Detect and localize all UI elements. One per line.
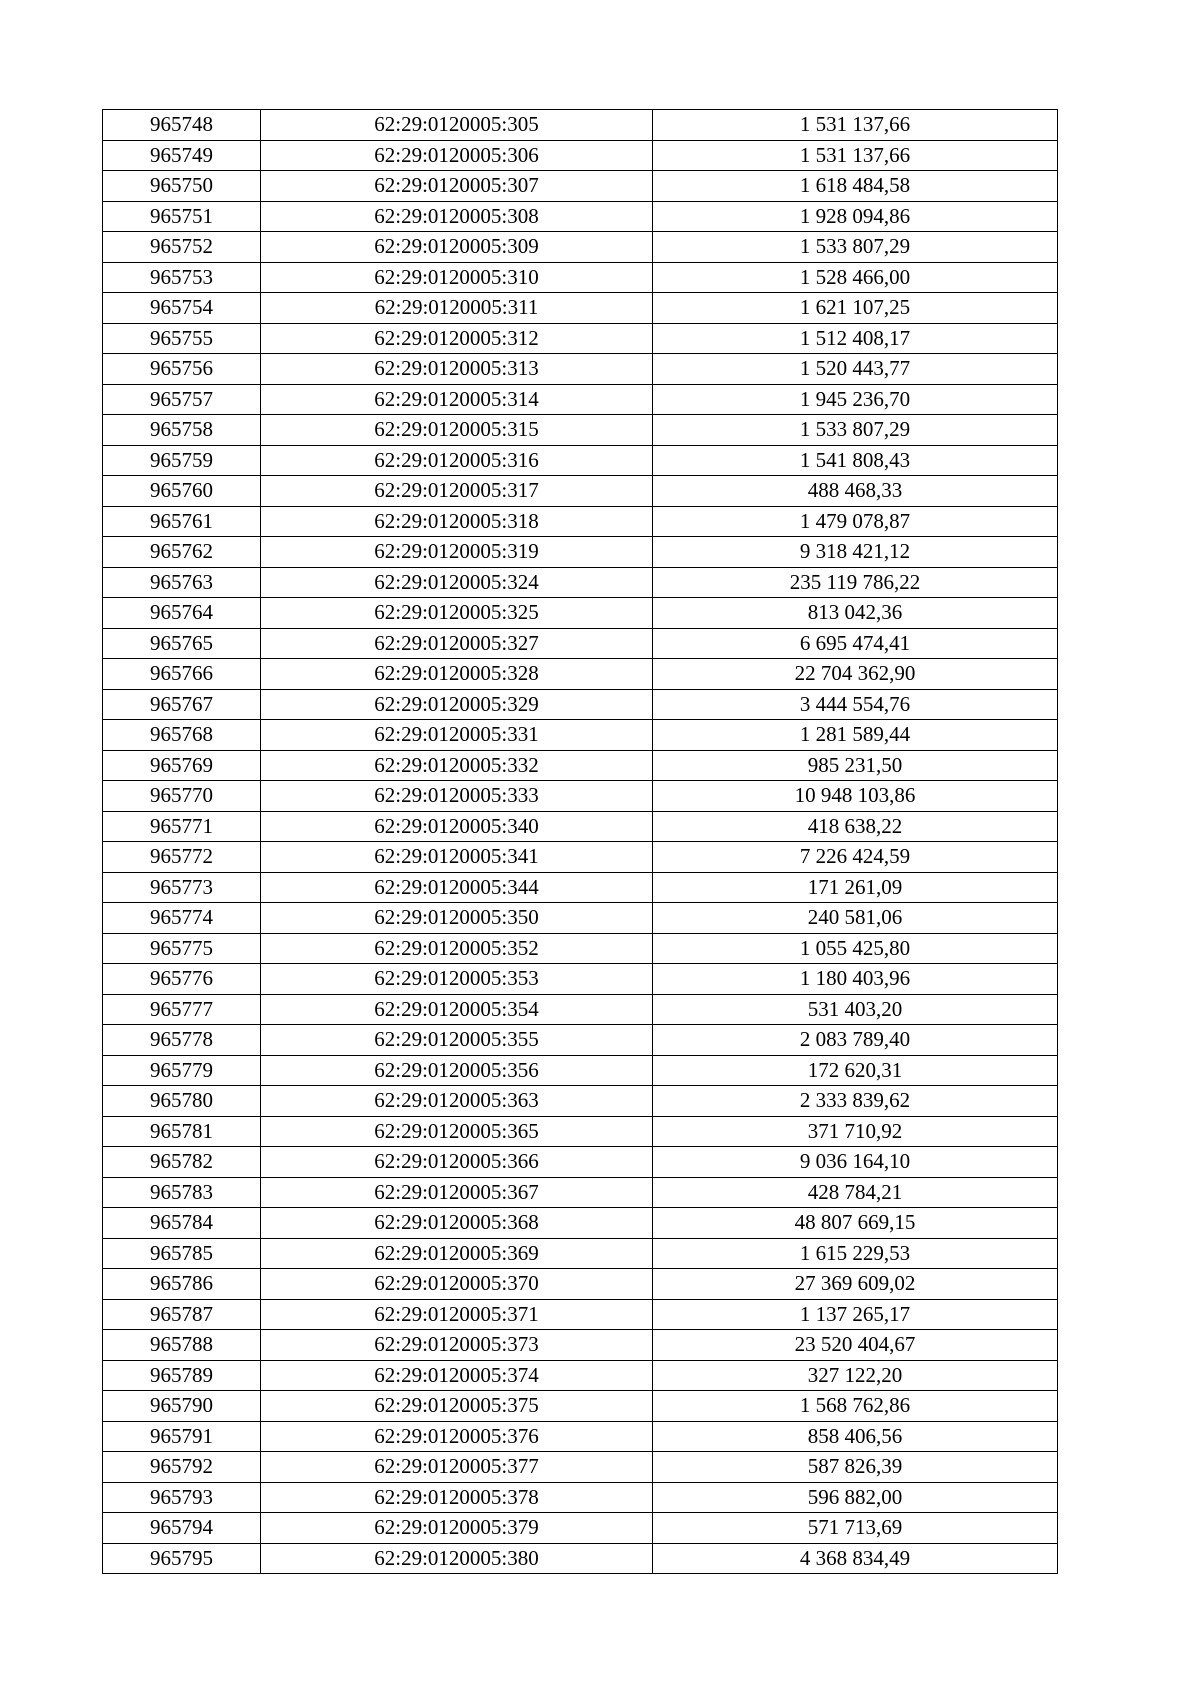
cadastral-number-cell: 62:29:0120005:344 bbox=[261, 872, 653, 903]
row-number-cell: 965790 bbox=[103, 1391, 261, 1422]
row-number-cell: 965758 bbox=[103, 415, 261, 446]
cadastral-number-cell: 62:29:0120005:328 bbox=[261, 659, 653, 690]
table-row bbox=[103, 903, 1058, 934]
row-number-cell: 965757 bbox=[103, 384, 261, 415]
cadastral-value-cell: 985 231,50 bbox=[653, 750, 1058, 781]
row-number-cell: 965756 bbox=[103, 354, 261, 385]
cadastral-number-cell: 62:29:0120005:376 bbox=[261, 1421, 653, 1452]
cadastral-number-cell: 62:29:0120005:311 bbox=[261, 293, 653, 324]
row-number-cell: 965780 bbox=[103, 1086, 261, 1117]
cadastral-value-table bbox=[102, 109, 1058, 1574]
table-row bbox=[103, 750, 1058, 781]
row-number-cell: 965768 bbox=[103, 720, 261, 751]
table-row bbox=[103, 1360, 1058, 1391]
cadastral-value-cell: 1 055 425,80 bbox=[653, 933, 1058, 964]
row-number-cell: 965760 bbox=[103, 476, 261, 507]
cadastral-value-cell: 858 406,56 bbox=[653, 1421, 1058, 1452]
cadastral-number-cell: 62:29:0120005:319 bbox=[261, 537, 653, 568]
cadastral-number-cell: 62:29:0120005:325 bbox=[261, 598, 653, 629]
row-number-cell: 965755 bbox=[103, 323, 261, 354]
cadastral-number-cell: 62:29:0120005:368 bbox=[261, 1208, 653, 1239]
cadastral-value-cell: 327 122,20 bbox=[653, 1360, 1058, 1391]
row-number-cell: 965748 bbox=[103, 110, 261, 141]
row-number-cell: 965759 bbox=[103, 445, 261, 476]
row-number-cell: 965769 bbox=[103, 750, 261, 781]
table-row bbox=[103, 1330, 1058, 1361]
cadastral-value-cell: 1 281 589,44 bbox=[653, 720, 1058, 751]
cadastral-number-cell: 62:29:0120005:353 bbox=[261, 964, 653, 995]
cadastral-number-cell: 62:29:0120005:312 bbox=[261, 323, 653, 354]
cadastral-value-cell: 1 479 078,87 bbox=[653, 506, 1058, 537]
table-row bbox=[103, 842, 1058, 873]
cadastral-value-cell: 240 581,06 bbox=[653, 903, 1058, 934]
row-number-cell: 965789 bbox=[103, 1360, 261, 1391]
row-number-cell: 965762 bbox=[103, 537, 261, 568]
cadastral-number-cell: 62:29:0120005:370 bbox=[261, 1269, 653, 1300]
cadastral-number-cell: 62:29:0120005:356 bbox=[261, 1055, 653, 1086]
table-row bbox=[103, 476, 1058, 507]
cadastral-number-cell: 62:29:0120005:305 bbox=[261, 110, 653, 141]
cadastral-value-cell: 1 137 265,17 bbox=[653, 1299, 1058, 1330]
cadastral-number-cell: 62:29:0120005:332 bbox=[261, 750, 653, 781]
table-row bbox=[103, 1482, 1058, 1513]
cadastral-number-cell: 62:29:0120005:314 bbox=[261, 384, 653, 415]
cadastral-value-cell: 22 704 362,90 bbox=[653, 659, 1058, 690]
table-row bbox=[103, 445, 1058, 476]
cadastral-value-cell: 9 318 421,12 bbox=[653, 537, 1058, 568]
cadastral-number-cell: 62:29:0120005:309 bbox=[261, 232, 653, 263]
cadastral-value-cell: 1 533 807,29 bbox=[653, 232, 1058, 263]
row-number-cell: 965783 bbox=[103, 1177, 261, 1208]
row-number-cell: 965786 bbox=[103, 1269, 261, 1300]
row-number-cell: 965749 bbox=[103, 140, 261, 171]
row-number-cell: 965773 bbox=[103, 872, 261, 903]
cadastral-number-cell: 62:29:0120005:331 bbox=[261, 720, 653, 751]
cadastral-number-cell: 62:29:0120005:378 bbox=[261, 1482, 653, 1513]
cadastral-number-cell: 62:29:0120005:307 bbox=[261, 171, 653, 202]
row-number-cell: 965776 bbox=[103, 964, 261, 995]
cadastral-value-cell: 596 882,00 bbox=[653, 1482, 1058, 1513]
table-row bbox=[103, 598, 1058, 629]
table-row bbox=[103, 1116, 1058, 1147]
row-number-cell: 965784 bbox=[103, 1208, 261, 1239]
table-row bbox=[103, 720, 1058, 751]
cadastral-value-cell: 1 528 466,00 bbox=[653, 262, 1058, 293]
row-number-cell: 965777 bbox=[103, 994, 261, 1025]
cadastral-value-cell: 10 948 103,86 bbox=[653, 781, 1058, 812]
cadastral-value-cell: 2 333 839,62 bbox=[653, 1086, 1058, 1117]
row-number-cell: 965753 bbox=[103, 262, 261, 293]
cadastral-value-cell: 235 119 786,22 bbox=[653, 567, 1058, 598]
table-body bbox=[103, 110, 1058, 1574]
table-row bbox=[103, 1147, 1058, 1178]
cadastral-value-cell: 1 533 807,29 bbox=[653, 415, 1058, 446]
cadastral-value-cell: 587 826,39 bbox=[653, 1452, 1058, 1483]
row-number-cell: 965751 bbox=[103, 201, 261, 232]
table-row bbox=[103, 1543, 1058, 1574]
table-row bbox=[103, 628, 1058, 659]
table-row bbox=[103, 994, 1058, 1025]
table-row bbox=[103, 293, 1058, 324]
row-number-cell: 965788 bbox=[103, 1330, 261, 1361]
row-number-cell: 965794 bbox=[103, 1513, 261, 1544]
cadastral-number-cell: 62:29:0120005:310 bbox=[261, 262, 653, 293]
table-row bbox=[103, 201, 1058, 232]
row-number-cell: 965795 bbox=[103, 1543, 261, 1574]
cadastral-value-cell: 1 621 107,25 bbox=[653, 293, 1058, 324]
cadastral-value-cell: 1 945 236,70 bbox=[653, 384, 1058, 415]
cadastral-number-cell: 62:29:0120005:341 bbox=[261, 842, 653, 873]
cadastral-value-cell: 1 618 484,58 bbox=[653, 171, 1058, 202]
cadastral-number-cell: 62:29:0120005:352 bbox=[261, 933, 653, 964]
cadastral-value-cell: 1 520 443,77 bbox=[653, 354, 1058, 385]
cadastral-value-cell: 813 042,36 bbox=[653, 598, 1058, 629]
table-row bbox=[103, 1238, 1058, 1269]
cadastral-value-cell: 1 180 403,96 bbox=[653, 964, 1058, 995]
cadastral-value-cell: 48 807 669,15 bbox=[653, 1208, 1058, 1239]
cadastral-value-cell: 27 369 609,02 bbox=[653, 1269, 1058, 1300]
table-row bbox=[103, 689, 1058, 720]
cadastral-number-cell: 62:29:0120005:324 bbox=[261, 567, 653, 598]
row-number-cell: 965765 bbox=[103, 628, 261, 659]
row-number-cell: 965782 bbox=[103, 1147, 261, 1178]
row-number-cell: 965775 bbox=[103, 933, 261, 964]
table-row bbox=[103, 354, 1058, 385]
cadastral-value-cell: 7 226 424,59 bbox=[653, 842, 1058, 873]
table-row bbox=[103, 567, 1058, 598]
table-row bbox=[103, 1025, 1058, 1056]
cadastral-number-cell: 62:29:0120005:379 bbox=[261, 1513, 653, 1544]
row-number-cell: 965767 bbox=[103, 689, 261, 720]
cadastral-value-cell: 418 638,22 bbox=[653, 811, 1058, 842]
row-number-cell: 965787 bbox=[103, 1299, 261, 1330]
table-row bbox=[103, 1452, 1058, 1483]
cadastral-number-cell: 62:29:0120005:313 bbox=[261, 354, 653, 385]
row-number-cell: 965754 bbox=[103, 293, 261, 324]
table-row bbox=[103, 506, 1058, 537]
cadastral-number-cell: 62:29:0120005:366 bbox=[261, 1147, 653, 1178]
row-number-cell: 965779 bbox=[103, 1055, 261, 1086]
cadastral-number-cell: 62:29:0120005:375 bbox=[261, 1391, 653, 1422]
cadastral-number-cell: 62:29:0120005:329 bbox=[261, 689, 653, 720]
cadastral-number-cell: 62:29:0120005:373 bbox=[261, 1330, 653, 1361]
table-row bbox=[103, 781, 1058, 812]
row-number-cell: 965781 bbox=[103, 1116, 261, 1147]
table-row bbox=[103, 811, 1058, 842]
table-row bbox=[103, 1299, 1058, 1330]
row-number-cell: 965793 bbox=[103, 1482, 261, 1513]
cadastral-value-cell: 428 784,21 bbox=[653, 1177, 1058, 1208]
table-row bbox=[103, 537, 1058, 568]
cadastral-number-cell: 62:29:0120005:367 bbox=[261, 1177, 653, 1208]
table-row bbox=[103, 659, 1058, 690]
cadastral-number-cell: 62:29:0120005:317 bbox=[261, 476, 653, 507]
table-row bbox=[103, 872, 1058, 903]
row-number-cell: 965752 bbox=[103, 232, 261, 263]
row-number-cell: 965771 bbox=[103, 811, 261, 842]
cadastral-number-cell: 62:29:0120005:350 bbox=[261, 903, 653, 934]
row-number-cell: 965763 bbox=[103, 567, 261, 598]
cadastral-value-cell: 3 444 554,76 bbox=[653, 689, 1058, 720]
table-row bbox=[103, 1391, 1058, 1422]
cadastral-number-cell: 62:29:0120005:374 bbox=[261, 1360, 653, 1391]
cadastral-value-cell: 9 036 164,10 bbox=[653, 1147, 1058, 1178]
row-number-cell: 965774 bbox=[103, 903, 261, 934]
row-number-cell: 965770 bbox=[103, 781, 261, 812]
cadastral-value-cell: 531 403,20 bbox=[653, 994, 1058, 1025]
row-number-cell: 965785 bbox=[103, 1238, 261, 1269]
cadastral-number-cell: 62:29:0120005:316 bbox=[261, 445, 653, 476]
cadastral-number-cell: 62:29:0120005:306 bbox=[261, 140, 653, 171]
table-row bbox=[103, 1513, 1058, 1544]
table-row bbox=[103, 232, 1058, 263]
table-row bbox=[103, 1421, 1058, 1452]
cadastral-value-cell: 4 368 834,49 bbox=[653, 1543, 1058, 1574]
cadastral-value-cell: 2 083 789,40 bbox=[653, 1025, 1058, 1056]
cadastral-value-cell: 1 512 408,17 bbox=[653, 323, 1058, 354]
table-row bbox=[103, 110, 1058, 141]
cadastral-value-cell: 1 615 229,53 bbox=[653, 1238, 1058, 1269]
row-number-cell: 965778 bbox=[103, 1025, 261, 1056]
row-number-cell: 965766 bbox=[103, 659, 261, 690]
cadastral-value-cell: 171 261,09 bbox=[653, 872, 1058, 903]
cadastral-value-cell: 1 928 094,86 bbox=[653, 201, 1058, 232]
cadastral-value-cell: 1 568 762,86 bbox=[653, 1391, 1058, 1422]
row-number-cell: 965772 bbox=[103, 842, 261, 873]
table-row bbox=[103, 1269, 1058, 1300]
row-number-cell: 965791 bbox=[103, 1421, 261, 1452]
cadastral-number-cell: 62:29:0120005:363 bbox=[261, 1086, 653, 1117]
cadastral-value-cell: 488 468,33 bbox=[653, 476, 1058, 507]
cadastral-value-cell: 6 695 474,41 bbox=[653, 628, 1058, 659]
cadastral-value-cell: 371 710,92 bbox=[653, 1116, 1058, 1147]
table-row bbox=[103, 323, 1058, 354]
row-number-cell: 965792 bbox=[103, 1452, 261, 1483]
cadastral-number-cell: 62:29:0120005:377 bbox=[261, 1452, 653, 1483]
cadastral-number-cell: 62:29:0120005:371 bbox=[261, 1299, 653, 1330]
table-row bbox=[103, 384, 1058, 415]
table-row bbox=[103, 1177, 1058, 1208]
table-row bbox=[103, 171, 1058, 202]
cadastral-number-cell: 62:29:0120005:354 bbox=[261, 994, 653, 1025]
cadastral-number-cell: 62:29:0120005:308 bbox=[261, 201, 653, 232]
cadastral-value-cell: 1 531 137,66 bbox=[653, 140, 1058, 171]
cadastral-number-cell: 62:29:0120005:380 bbox=[261, 1543, 653, 1574]
cadastral-value-cell: 571 713,69 bbox=[653, 1513, 1058, 1544]
cadastral-value-cell: 1 531 137,66 bbox=[653, 110, 1058, 141]
table-row bbox=[103, 262, 1058, 293]
cadastral-number-cell: 62:29:0120005:333 bbox=[261, 781, 653, 812]
table-row bbox=[103, 140, 1058, 171]
table-row bbox=[103, 1055, 1058, 1086]
cadastral-number-cell: 62:29:0120005:315 bbox=[261, 415, 653, 446]
cadastral-number-cell: 62:29:0120005:365 bbox=[261, 1116, 653, 1147]
row-number-cell: 965764 bbox=[103, 598, 261, 629]
row-number-cell: 965750 bbox=[103, 171, 261, 202]
cadastral-value-cell: 1 541 808,43 bbox=[653, 445, 1058, 476]
row-number-cell: 965761 bbox=[103, 506, 261, 537]
cadastral-value-cell: 172 620,31 bbox=[653, 1055, 1058, 1086]
cadastral-number-cell: 62:29:0120005:369 bbox=[261, 1238, 653, 1269]
table-row bbox=[103, 1208, 1058, 1239]
cadastral-number-cell: 62:29:0120005:327 bbox=[261, 628, 653, 659]
cadastral-number-cell: 62:29:0120005:355 bbox=[261, 1025, 653, 1056]
cadastral-number-cell: 62:29:0120005:340 bbox=[261, 811, 653, 842]
table-row bbox=[103, 964, 1058, 995]
table-row bbox=[103, 1086, 1058, 1117]
table-row bbox=[103, 415, 1058, 446]
table-row bbox=[103, 933, 1058, 964]
cadastral-value-cell: 23 520 404,67 bbox=[653, 1330, 1058, 1361]
cadastral-number-cell: 62:29:0120005:318 bbox=[261, 506, 653, 537]
